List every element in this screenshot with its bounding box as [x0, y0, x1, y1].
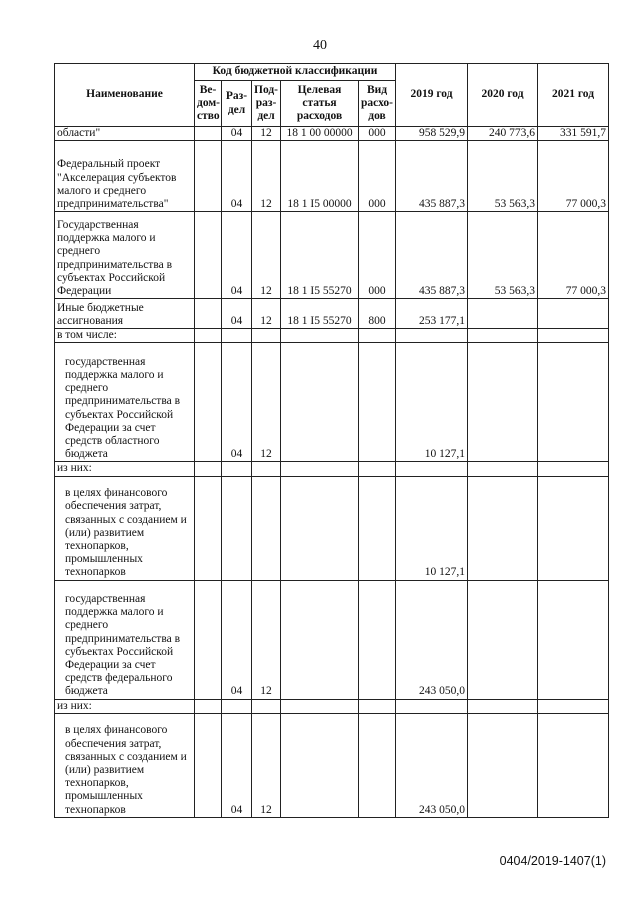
row-value-2021: 331 591,7	[538, 127, 609, 141]
table-row	[55, 713, 609, 817]
row-value-2019	[396, 699, 468, 713]
row-razdel	[222, 462, 252, 476]
row-razdel: 04	[222, 299, 252, 329]
row-name: из них:	[55, 699, 195, 713]
row-value-2019: 10 127,1	[396, 476, 468, 580]
header-podrazdel: Под- раз- дел	[252, 81, 281, 127]
row-value-2021	[538, 343, 609, 462]
row-razdel	[222, 329, 252, 343]
row-name: Государственная поддержка малого и среднего предпринимательства в субъектах Российской Федерации	[55, 212, 195, 299]
row-vid-rashodov	[359, 462, 396, 476]
table-row	[55, 476, 609, 580]
row-vedomstvo	[195, 476, 222, 580]
header-2021: 2021 год	[538, 64, 609, 127]
row-celevaya-statya: 18 1 I5 00000	[281, 141, 359, 212]
row-podrazdel: 12	[252, 141, 281, 212]
row-value-2019	[396, 329, 468, 343]
row-vedomstvo	[195, 462, 222, 476]
row-vedomstvo	[195, 580, 222, 699]
table-row	[55, 462, 609, 476]
row-value-2020: 240 773,6	[468, 127, 538, 141]
header-celevaya-statya: Целевая статья расходов	[281, 81, 359, 127]
table-row	[55, 343, 609, 462]
row-vid-rashodov	[359, 713, 396, 817]
row-value-2021: 77 000,3	[538, 141, 609, 212]
row-podrazdel	[252, 329, 281, 343]
row-value-2019: 435 887,3	[396, 212, 468, 299]
row-vid-rashodov	[359, 580, 396, 699]
row-value-2021	[538, 329, 609, 343]
row-name: в целях финансового обеспечения затрат, связанных с созданием и (или) развитием технопарков, промышленных технопарков	[55, 476, 195, 580]
row-value-2019: 958 529,9	[396, 127, 468, 141]
row-name: Федеральный проект "Акселерация субъектов малого и среднего предпринимательства"	[55, 141, 195, 212]
row-podrazdel: 12	[252, 343, 281, 462]
table-row	[55, 580, 609, 699]
row-celevaya-statya: 18 1 00 00000	[281, 127, 359, 141]
row-podrazdel: 12	[252, 212, 281, 299]
row-value-2021	[538, 476, 609, 580]
row-podrazdel: 12	[252, 580, 281, 699]
row-vedomstvo	[195, 699, 222, 713]
row-value-2019: 10 127,1	[396, 343, 468, 462]
row-value-2019: 253 177,1	[396, 299, 468, 329]
row-value-2020	[468, 329, 538, 343]
row-value-2020	[468, 299, 538, 329]
row-name: государственная поддержка малого и среднего предпринимательства в субъектах Российской Федерации за счет средств областного бюджета	[55, 343, 195, 462]
row-vid-rashodov: 000	[359, 127, 396, 141]
row-value-2019: 243 050,0	[396, 713, 468, 817]
header-2019: 2019 год	[396, 64, 468, 127]
row-vedomstvo	[195, 127, 222, 141]
row-vedomstvo	[195, 299, 222, 329]
row-value-2019	[396, 462, 468, 476]
row-vedomstvo	[195, 329, 222, 343]
row-celevaya-statya	[281, 699, 359, 713]
header-vedomstvo: Ве- дом- ство	[195, 81, 222, 127]
row-celevaya-statya: 18 1 I5 55270	[281, 299, 359, 329]
row-value-2021	[538, 462, 609, 476]
row-razdel: 04	[222, 580, 252, 699]
page-number: 40	[313, 38, 327, 53]
row-razdel: 04	[222, 141, 252, 212]
row-value-2020	[468, 343, 538, 462]
document-code: 0404/2019-1407(1)	[499, 854, 606, 868]
row-vid-rashodov: 000	[359, 141, 396, 212]
row-podrazdel	[252, 699, 281, 713]
row-value-2021	[538, 299, 609, 329]
row-podrazdel	[252, 476, 281, 580]
row-podrazdel: 12	[252, 713, 281, 817]
row-value-2019: 243 050,0	[396, 580, 468, 699]
row-name: в целях финансового обеспечения затрат, связанных с созданием и (или) развитием технопарков, промышленных технопарков	[55, 713, 195, 817]
row-celevaya-statya	[281, 329, 359, 343]
row-name: в том числе:	[55, 329, 195, 343]
row-celevaya-statya	[281, 343, 359, 462]
row-razdel	[222, 699, 252, 713]
row-value-2020	[468, 699, 538, 713]
header-name: Наименование	[55, 64, 195, 127]
table-row	[55, 127, 609, 141]
row-value-2020	[468, 580, 538, 699]
table-row	[55, 212, 609, 299]
row-value-2021	[538, 580, 609, 699]
row-value-2021	[538, 713, 609, 817]
row-value-2019: 435 887,3	[396, 141, 468, 212]
row-name: из них:	[55, 462, 195, 476]
row-celevaya-statya	[281, 580, 359, 699]
row-value-2020	[468, 713, 538, 817]
row-name: Иные бюджетные ассигнования	[55, 299, 195, 329]
row-vedomstvo	[195, 212, 222, 299]
row-celevaya-statya	[281, 476, 359, 580]
row-value-2021	[538, 699, 609, 713]
header-vid-rashodov: Вид расхо- дов	[359, 81, 396, 127]
row-name: государственная поддержка малого и среднего предпринимательства в субъектах Российской Федерации за счет средств федерального бюджета	[55, 580, 195, 699]
row-vedomstvo	[195, 713, 222, 817]
row-razdel: 04	[222, 127, 252, 141]
table-row	[55, 141, 609, 212]
header-classification-group: Код бюджетной классификации	[195, 64, 396, 81]
row-value-2020	[468, 476, 538, 580]
row-value-2021: 77 000,3	[538, 212, 609, 299]
row-vid-rashodov: 800	[359, 299, 396, 329]
row-podrazdel: 12	[252, 127, 281, 141]
row-razdel	[222, 476, 252, 580]
table-row	[55, 299, 609, 329]
row-vid-rashodov	[359, 476, 396, 580]
row-razdel: 04	[222, 713, 252, 817]
budget-table	[54, 63, 609, 818]
row-celevaya-statya	[281, 713, 359, 817]
row-vid-rashodov: 000	[359, 212, 396, 299]
row-vid-rashodov	[359, 343, 396, 462]
row-vid-rashodov	[359, 699, 396, 713]
row-value-2020: 53 563,3	[468, 212, 538, 299]
table-row	[55, 329, 609, 343]
table-row	[55, 699, 609, 713]
row-celevaya-statya: 18 1 I5 55270	[281, 212, 359, 299]
row-value-2020: 53 563,3	[468, 141, 538, 212]
row-name: области"	[55, 127, 195, 141]
row-value-2020	[468, 462, 538, 476]
row-vedomstvo	[195, 141, 222, 212]
header-razdel: Раз- дел	[222, 81, 252, 127]
header-2020: 2020 год	[468, 64, 538, 127]
row-vid-rashodov	[359, 329, 396, 343]
row-podrazdel	[252, 462, 281, 476]
row-podrazdel: 12	[252, 299, 281, 329]
row-celevaya-statya	[281, 462, 359, 476]
row-razdel: 04	[222, 343, 252, 462]
row-razdel: 04	[222, 212, 252, 299]
row-vedomstvo	[195, 343, 222, 462]
